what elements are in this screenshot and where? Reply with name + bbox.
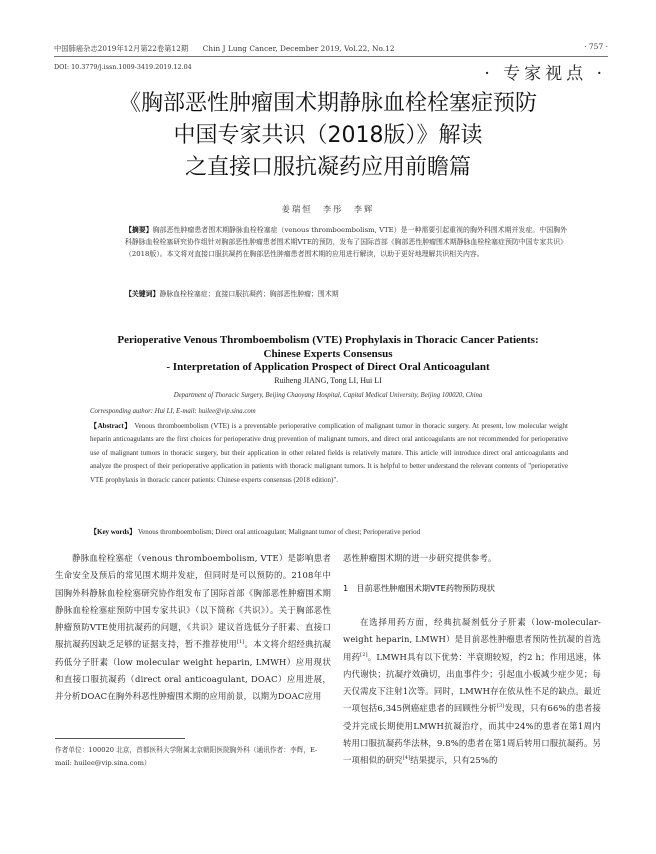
body-text: 发现，只有66%的患者接受并完成长期使用LMWH抗凝治疗，而其中24%的患者在第1周内转用口服抗凝药华法林，9.8%的患者在第1周后转用口服抗凝药。另一项相似的研究 [343,703,601,766]
citation: [3] [496,703,505,710]
title-en-line-3: - Interpretation of Application Prospect of Direct Oral Anticoagulant [166,361,490,373]
header-rule [54,56,608,57]
section-tag: · 专家视点 · [484,64,606,84]
journal-name-cn: 中国肺癌杂志2019年12月第22卷第12期 [54,44,189,53]
body-text: 在选择用药方面，经典抗凝剂低分子肝素（low-molecular-weight heparin, LMWH）是目前恶性肿瘤患者预防性抗凝的首选用药 [343,617,601,662]
body-text: 结果提示，只有25%的 [410,755,498,766]
title-cn [30,88,626,184]
keywords-en-label: 【Key words】 [90,528,137,536]
keywords-en-text: Venous thromboembolism; Direct oral anticoagulant; Malignant tumor of chest; Perioperative period [137,528,421,536]
abstract-cn [125,224,567,261]
abstract-en [90,420,568,487]
citation: [2] [360,651,368,658]
body-right-intro: 恶性肿瘤围术期的进一步研究提供参考。 [343,553,497,563]
keywords-en [90,526,568,539]
page-number: · 757 · [584,42,608,51]
footnote: 作者单位：100020 北京，首都医科大学附属北京朝阳医院胸外科（通讯作者：李辉，E-mail: huilee@vip.sina.com） [55,746,318,767]
body-text: 。本文将介绍经典抗凝药低分子肝素（low molecular weight heparin, LMWH）应用现状和直接口服抗凝药（direct oral anticoagulant, DOAC）应用进展，并分析DOAC在胸外科恶性肿瘤围术期的应用前景，以期为DOAC应用 [55,639,332,702]
title-en [60,334,596,375]
title-cn-line-1: 《胸部恶性肿瘤围术期静脉血栓栓塞症预防 [118,91,537,116]
body-text: 。LMWH具有以下优势：半衰期较短，约2 h；作用迅速，体内代谢快；抗凝疗效确切，出血事件少；引起血小板减少症少见；每天仅需皮下注射1次等。同时，LMWH存在依从性不足的缺点。最近一项包括6,345例癌症患者的回顾性分析 [343,651,601,714]
citation: [4] [402,755,411,762]
journal-name-en: Chin J Lung Cancer, December 2019, Vol.22, No.12 [202,44,395,53]
title-en-line-1: Perioperative Venous Thromboembolism (VTE) Prophylaxis in Thoracic Cancer Patients: [117,334,539,346]
abstract-en-label: 【Abstract】 [90,422,132,430]
authors-en: Ruiheng JIANG, Tong LI, Hui LI [274,376,382,385]
citation: [1] [236,639,245,646]
running-header [54,44,395,54]
keywords-cn-label: 【关键词】 [125,290,160,298]
body-right-column [343,614,601,770]
section-heading-1: 1 目前恶性肿瘤围术期VTE药物预防现状 [343,583,495,593]
abstract-en-text: Venous thromboembolism (VTE) is a preventable perioperative complication of malignant tumor in thoracic surgery. At present, low molecular weight heparin anticoagulants are the first choices for perioperative drug prevention of malignant tumors, and direct oral anticoagulants are not recommended for perioperative use of malignant tumors in thoracic surgery, but their application in other related fields is relatively mature. This article will introduce direct oral anticoagulants and analyze the prospect of their perioperative application in patients with thoracic malignant tumors. It is helpful to better understand the relevant contents of "perioperative VTE prophylaxis in thoracic cancer patients: Chinese experts consensus (2018 edition)". [90,422,569,484]
body-text: 静脉血栓栓塞症（venous thromboembolism, VTE）是影响患者生命安全及预后的常见围术期并发症，但同时是可以预防的。2108年中国胸外科静脉血栓栓塞研究协作组发布了国际首部《胸部恶性肿瘤围术期静脉血栓栓塞症预防中国专家共识》（以下简称《共识》）。关于胸部恶性肿瘤预防VTE使用抗凝药的问题，《共识》建议首选低分子肝素、直接口服抗凝药因缺乏足够的证据支持，暂不推荐使用 [55,553,331,650]
title-en-line-2: Chinese Experts Consensus [263,347,393,360]
doi: DOI: 10.3779/j.issn.1009-3419.2019.12.04 [54,63,192,71]
keywords-cn-text: 静脉血栓栓塞症；直接口服抗凝药；胸部恶性肿瘤；围术期 [159,290,339,298]
body-left-column [55,550,331,706]
title-cn-line-2: 中国专家共识（2018版）》解读 [173,123,483,148]
affiliation-en: Department of Thoracic Surgery, Beijing Chaoyang Hospital, Capital Medical University, Beijing 100020, China [173,392,483,399]
corresponding-author-en: Corresponding author: Hui LI, E-mail: huilee@vip.sina.com [90,408,256,415]
authors-cn: 姜瑞恒 李彤 李辉 [281,204,375,214]
abstract-cn-text: 胸部恶性肿瘤患者围术期静脉血栓栓塞症（venous thromboembolism, VTE）是一种需要引起重视的胸外科围术期并发症。中国胸外科静脉血栓栓塞研究协作组针对胸部恶性肿瘤患者围术期VTE的预防，发布了国际首部《胸部恶性肿瘤围术期静脉血栓栓塞症预防中国专家共识》（2018版）。本文将对直接口服抗凝药在胸部恶性肿瘤患者围术期的应用进行解读，以助于更好地理解共识相关内容。 [125,226,568,259]
title-cn-line-3: 之直接口服抗凝药应用前瞻篇 [184,155,471,180]
footnote-rule [55,738,185,739]
abstract-cn-label: 【摘要】 [125,226,153,234]
keywords-cn [125,288,567,300]
